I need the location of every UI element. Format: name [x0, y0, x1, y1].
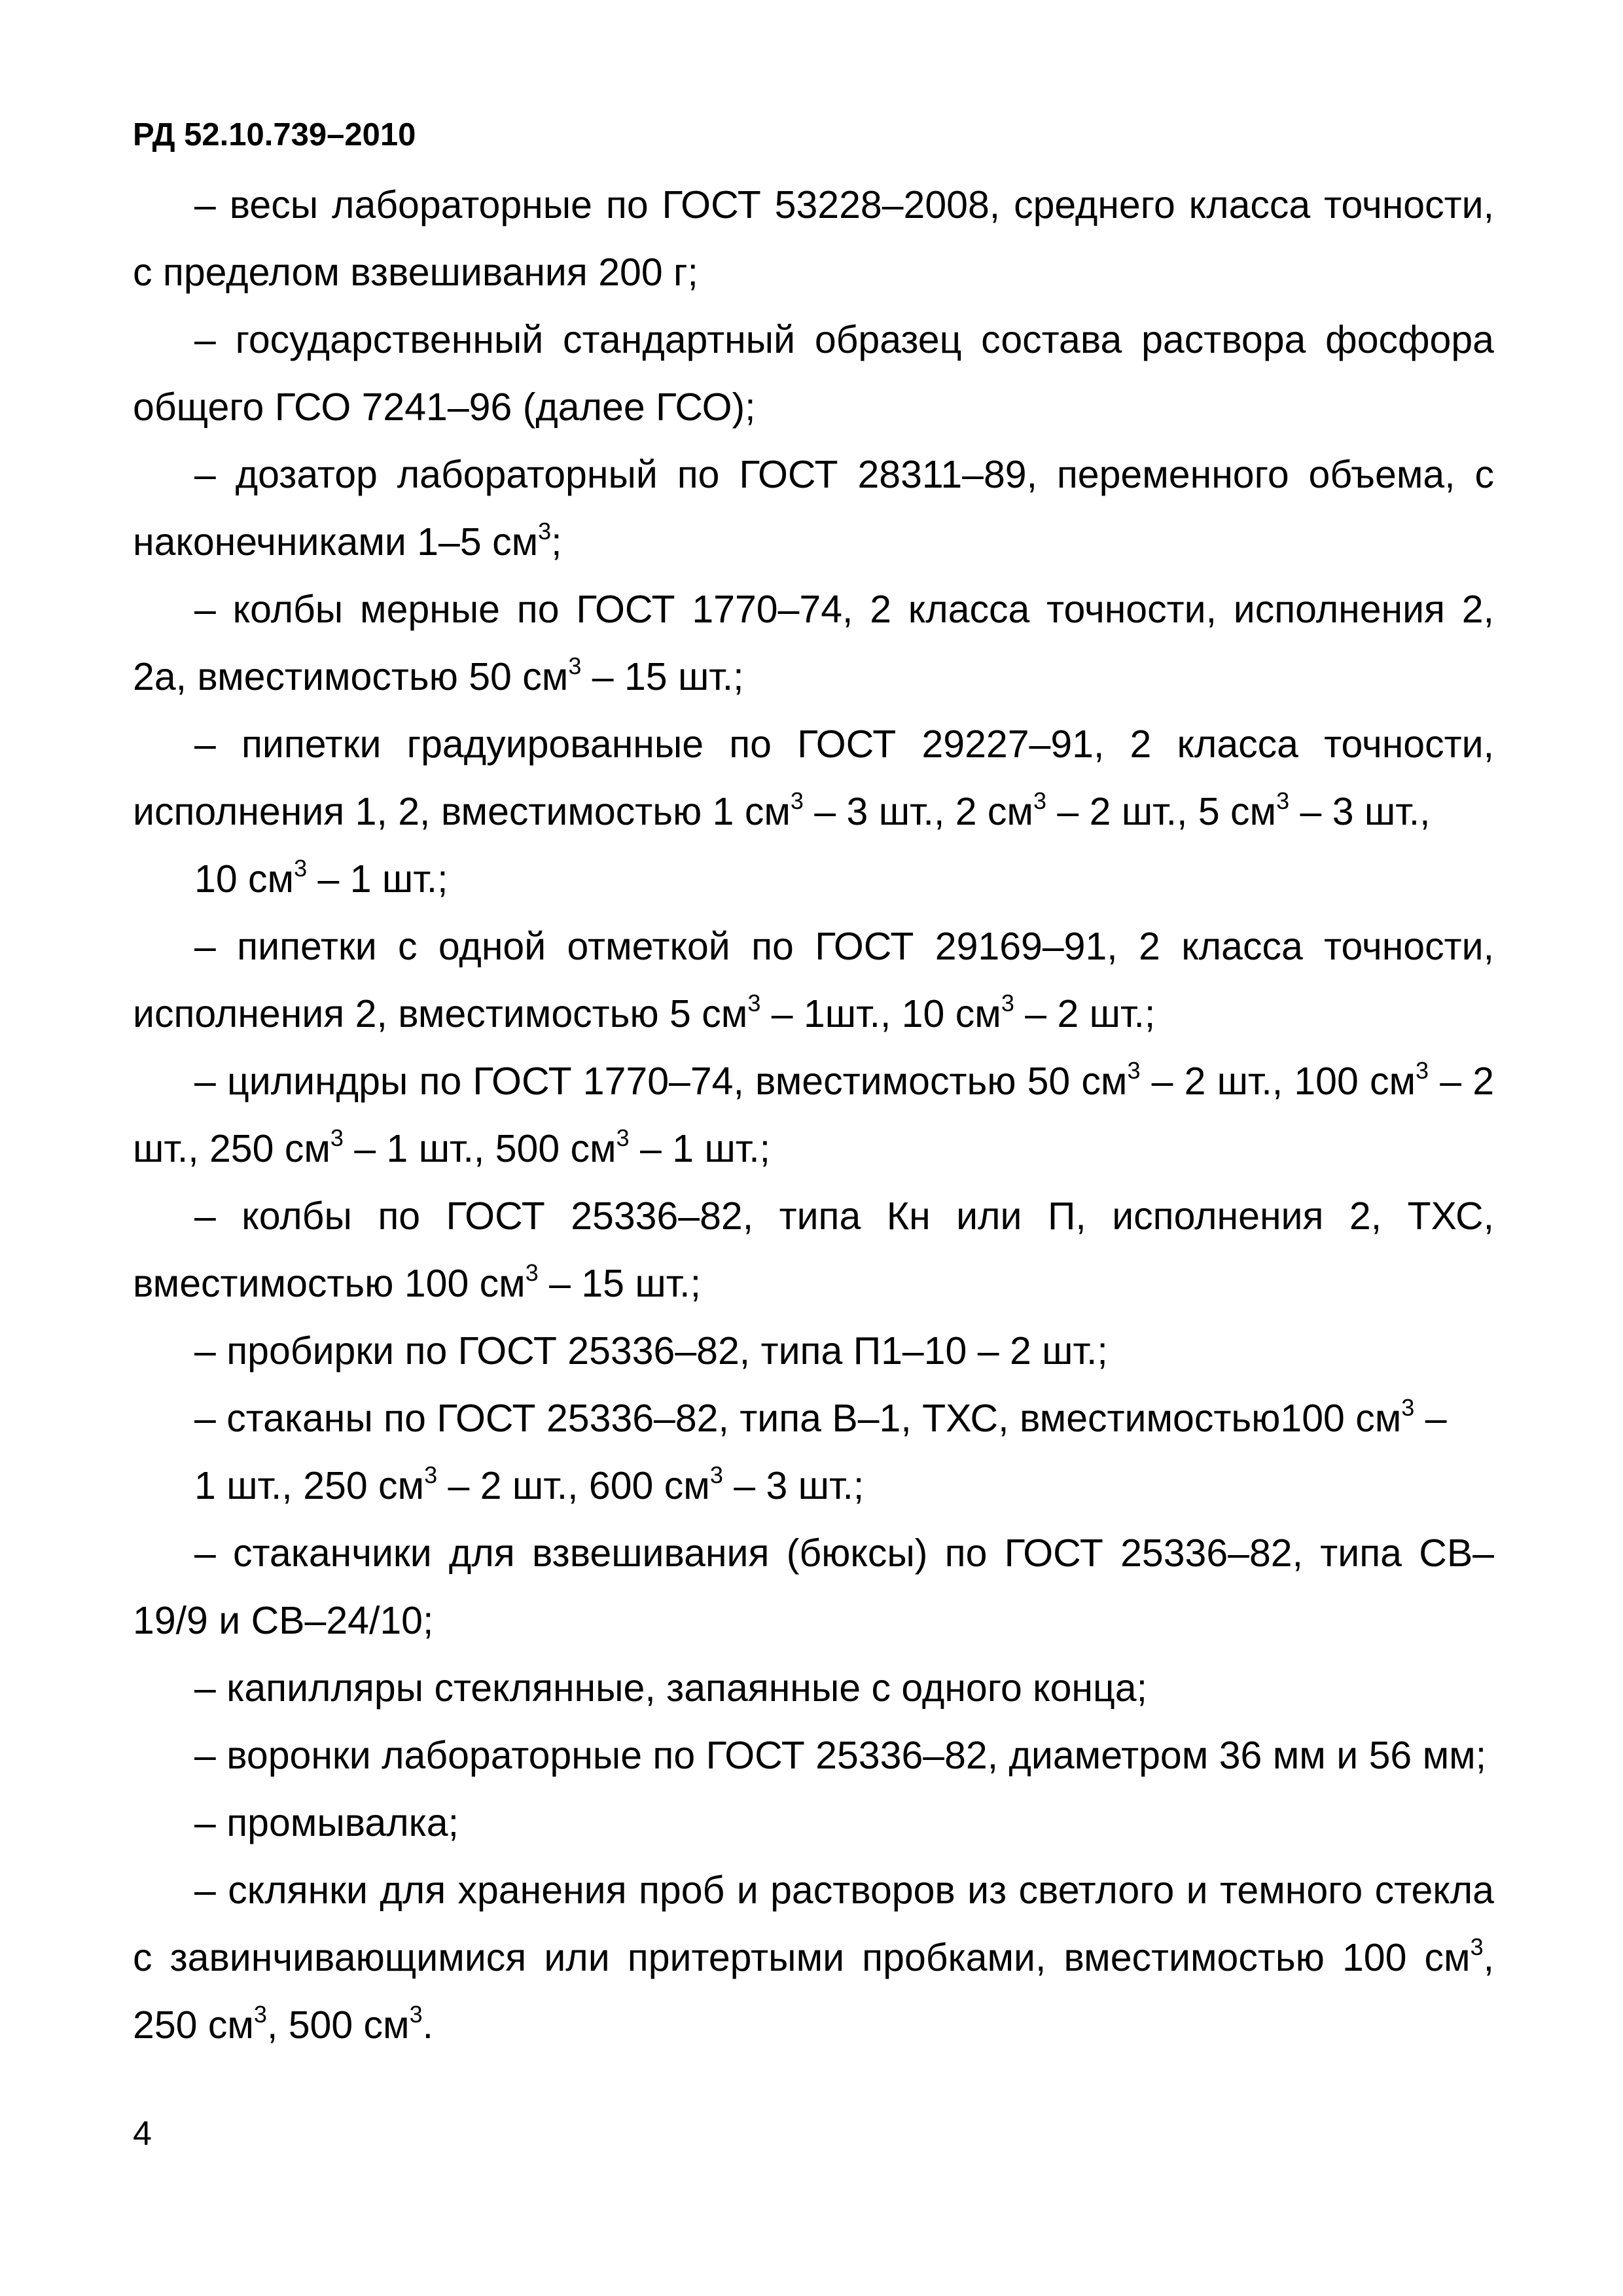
list-item: – дозатор лабораторный по ГОСТ 28311–89, переменного объема, с наконечниками 1–5 $см^3$;	[133, 453, 1494, 564]
page-number: 4	[133, 2115, 152, 2153]
list-item: – пробирки по ГОСТ 25336–82, типа П1–10 – 2 шт.;	[194, 1329, 1108, 1372]
list-item: – колбы мерные по ГОСТ 1770–74, 2 класса точности, исполнения 2, 2а, вместимостью 50 $см^3 - 15$ шт.;	[133, 588, 1494, 698]
equipment-list	[133, 171, 1494, 2059]
list-item: – воронки лабораторные по ГОСТ 25336–82, диаметром 36 мм и 56 мм;	[194, 1734, 1487, 1777]
list-item: – весы лабораторные по ГОСТ 53228–2008, среднего класса точности, с пределом взвешивания 200 г;	[133, 183, 1494, 294]
list-item: – государственный стандартный образец состава раствора фосфора общего ГСО 7241–96 (далее ГСО);	[133, 318, 1494, 429]
list-item: – капилляры стеклянные, запаянные с одного конца;	[194, 1666, 1148, 1710]
list-item: – цилиндры по ГОСТ 1770–74, вместимостью 50 $см^3 - 2$ шт., 100 $см^3 - 2$ шт., 250 $см^3 - 1$ шт., 500 $см^3 - 1$ шт.;	[133, 1057, 1495, 1170]
list-item: – промывалка;	[194, 1801, 459, 1844]
list-item: – склянки для хранения проб и растворов из светлого и темного стекла с завинчивающимися или притертыми пробками, вместимостью 100 $см^3$, 250 $см^3$, 500 $см^3$.	[133, 1869, 1494, 2047]
list-item: – пипетки с одной отметкой по ГОСТ 29169–91, 2 класса точности, исполнения 2, вместимостью 5 $см^3 - 1шт$., 10 $см^3 - 2$ шт.;	[133, 925, 1494, 1035]
list-item-continuation: 10 $см^3 - 1$ шт.;	[194, 855, 448, 901]
list-item: – пипетки градуированные по ГОСТ 29227–91, 2 класса точности, исполнения 1, 2, вместимостью 1 $см^3 - 3$ шт., 2 $см^3 - 2$ шт., 5 $см^3 - 3$ шт.,	[133, 723, 1494, 833]
list-item: – стаканы по ГОСТ 25336–82, типа В–1, ТХС, вместимостью100 $см^3$ –	[194, 1394, 1447, 1440]
document-header: РД 52.10.739–2010	[133, 117, 416, 152]
list-item-continuation: 1 шт., 250 $см^3 - 2$ шт., 600 $см^3 - 3$ шт.;	[194, 1462, 865, 1507]
list-item: – стаканчики для взвешивания (бюксы) по ГОСТ 25336–82, типа СВ–19/9 и СВ–24/10;	[133, 1532, 1494, 1642]
list-item: – колбы по ГОСТ 25336–82, типа Кн или П, исполнения 2, ТХС, вместимостью 100 $см^3 - 15$ шт.;	[133, 1194, 1494, 1305]
